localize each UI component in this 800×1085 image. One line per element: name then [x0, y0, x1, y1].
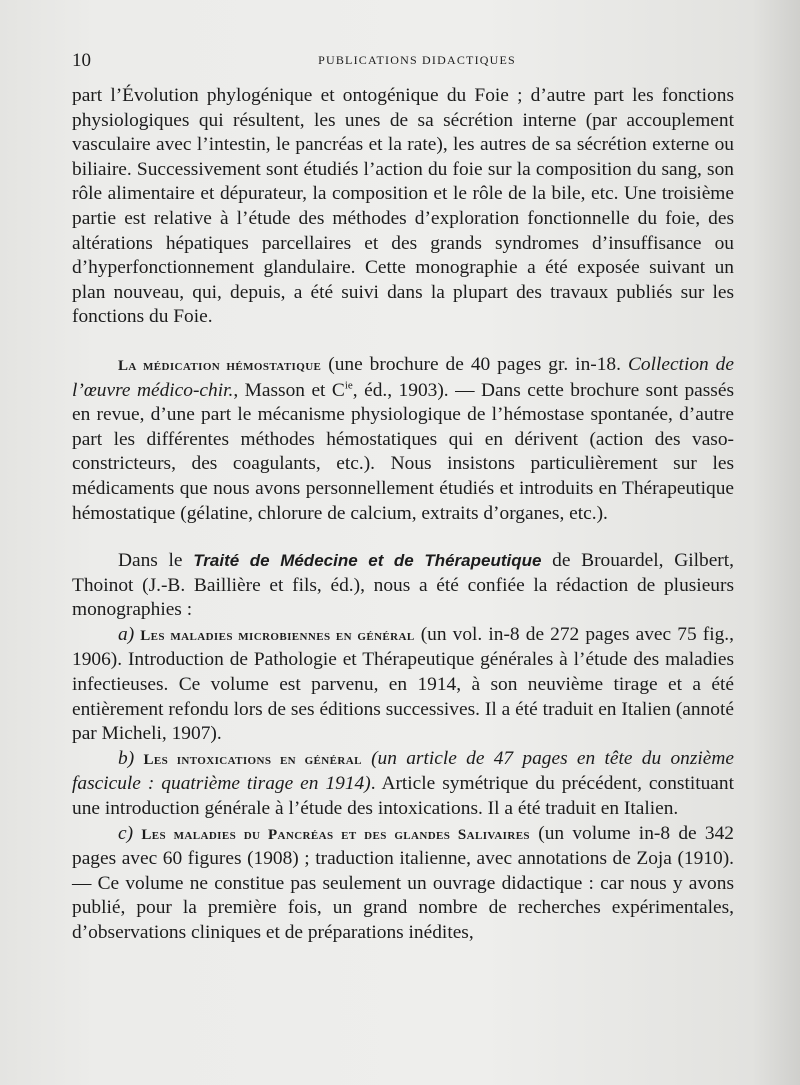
- page-header: [72, 50, 732, 74]
- paragraph-treatise: [72, 549, 734, 623]
- hemostatic-text-1: (une brochure de 40 pages gr. in-18.: [321, 353, 628, 375]
- item-a-microbial-diseases: [72, 623, 734, 747]
- paragraph-hemostatic-medication: [72, 353, 734, 526]
- item-c-title: Les maladies du Pancréas et des glandes Salivaires: [141, 826, 530, 843]
- hemostatic-text-3: , éd., 1903). — Dans cette brochure sont passés en revue, d’une part le mécanisme physiologique de l’hémostase spontanée, d’autre part les différentes méthodes hémostatiques qui en dérivent (action des vaso-constricteurs, des coagulants, etc.). Nous insistons particulièrement sur les médicaments que nous avons personnellement étudiés et introduits en Thérapeutique hémostatique (gélatine, chlorure de calcium, extraits d’organes, etc.).: [72, 379, 734, 524]
- treatise-text-2: de Brouardel, Gilbert, Thoinot (J.-B. Baillière et fils, éd.), nous a été confiée la rédaction de plusieurs monographies :: [72, 550, 734, 621]
- item-b-intoxications: [72, 747, 734, 822]
- item-b-text: . Article symétrique du précédent, constituant une introduction générale à l’étude des intoxications. Il a été traduit en Italien.: [72, 773, 734, 820]
- company-superscript: ie: [344, 379, 353, 392]
- collection-title: Collection de l’œuvre médico-chir.: [72, 353, 734, 401]
- item-c-pancreas-diseases: [72, 822, 734, 946]
- page-body: [72, 84, 734, 946]
- treatise-text-1: Dans le: [118, 550, 194, 572]
- item-b-letter: b): [118, 747, 135, 769]
- item-c-letter: c): [118, 822, 134, 844]
- hemostatic-title: La médication hémostatique: [118, 357, 322, 374]
- item-b-italic: (un article de 47 pages en tête du onzième fascicule : quatrième tirage en 1914): [72, 747, 734, 795]
- item-a-title: Les maladies microbiennes en général: [140, 627, 415, 644]
- running-title: PUBLICATIONS DIDACTIQUES: [318, 53, 516, 67]
- item-b-title: Les intoxications en général: [143, 751, 362, 768]
- hemostatic-text-2: , Masson et C: [233, 379, 345, 401]
- item-a-text: (un vol. in-8 de 272 pages avec 75 fig., 1906). Introduction de Pathologie et Thérapeutique générales à l’étude des maladies infectieuses. Ce volume est parvenu, en 1914, à son neuvième tirage et a été entièrement refondu lors de ses éditions successives. Il a été traduit en Italien (annoté par Micheli, 1907).: [72, 623, 734, 745]
- item-c-text: (un volume in-8 de 342 pages avec 60 figures (1908) ; traduction italienne, avec annotations de Zoja (1910). — Ce volume ne constitue pas seulement un ouvrage didactique : car nous y avons publié, pour la première fois, un grand nombre de recherches expérimentales, d’observations cliniques et de préparations inédites,: [72, 822, 735, 943]
- page-number: 10: [72, 50, 91, 71]
- treatise-title: Traité de Médecine et de Thérapeutique: [193, 551, 542, 571]
- paragraph-liver-monograph: part l’Évolution phylogénique et ontogénique du Foie ; d’autre part les fonctions physiologiques qui résultent, les unes de sa sécrétion interne (par accouplement vasculaire avec l’intestin, le pancréas et la rate), les autres de sa sécrétion externe ou biliaire. Successivement sont étudiés l’action du foie sur la composition du sang, son rôle alimentaire et dépurateur, la composition et le rôle de la bile, etc. Une troisième partie est relative à l’étude des méthodes d’exploration fonctionnelle du foie, des altérations hépatiques parcellaires et des grands syndromes d’insuffisance ou d’hyperfonctionnement glandulaire. Cette monographie a été exposée suivant un plan nouveau, qui, depuis, a été suivi dans la plupart des travaux publiés sur les fonctions du Foie.: [72, 85, 734, 328]
- item-a-letter: a): [118, 623, 135, 645]
